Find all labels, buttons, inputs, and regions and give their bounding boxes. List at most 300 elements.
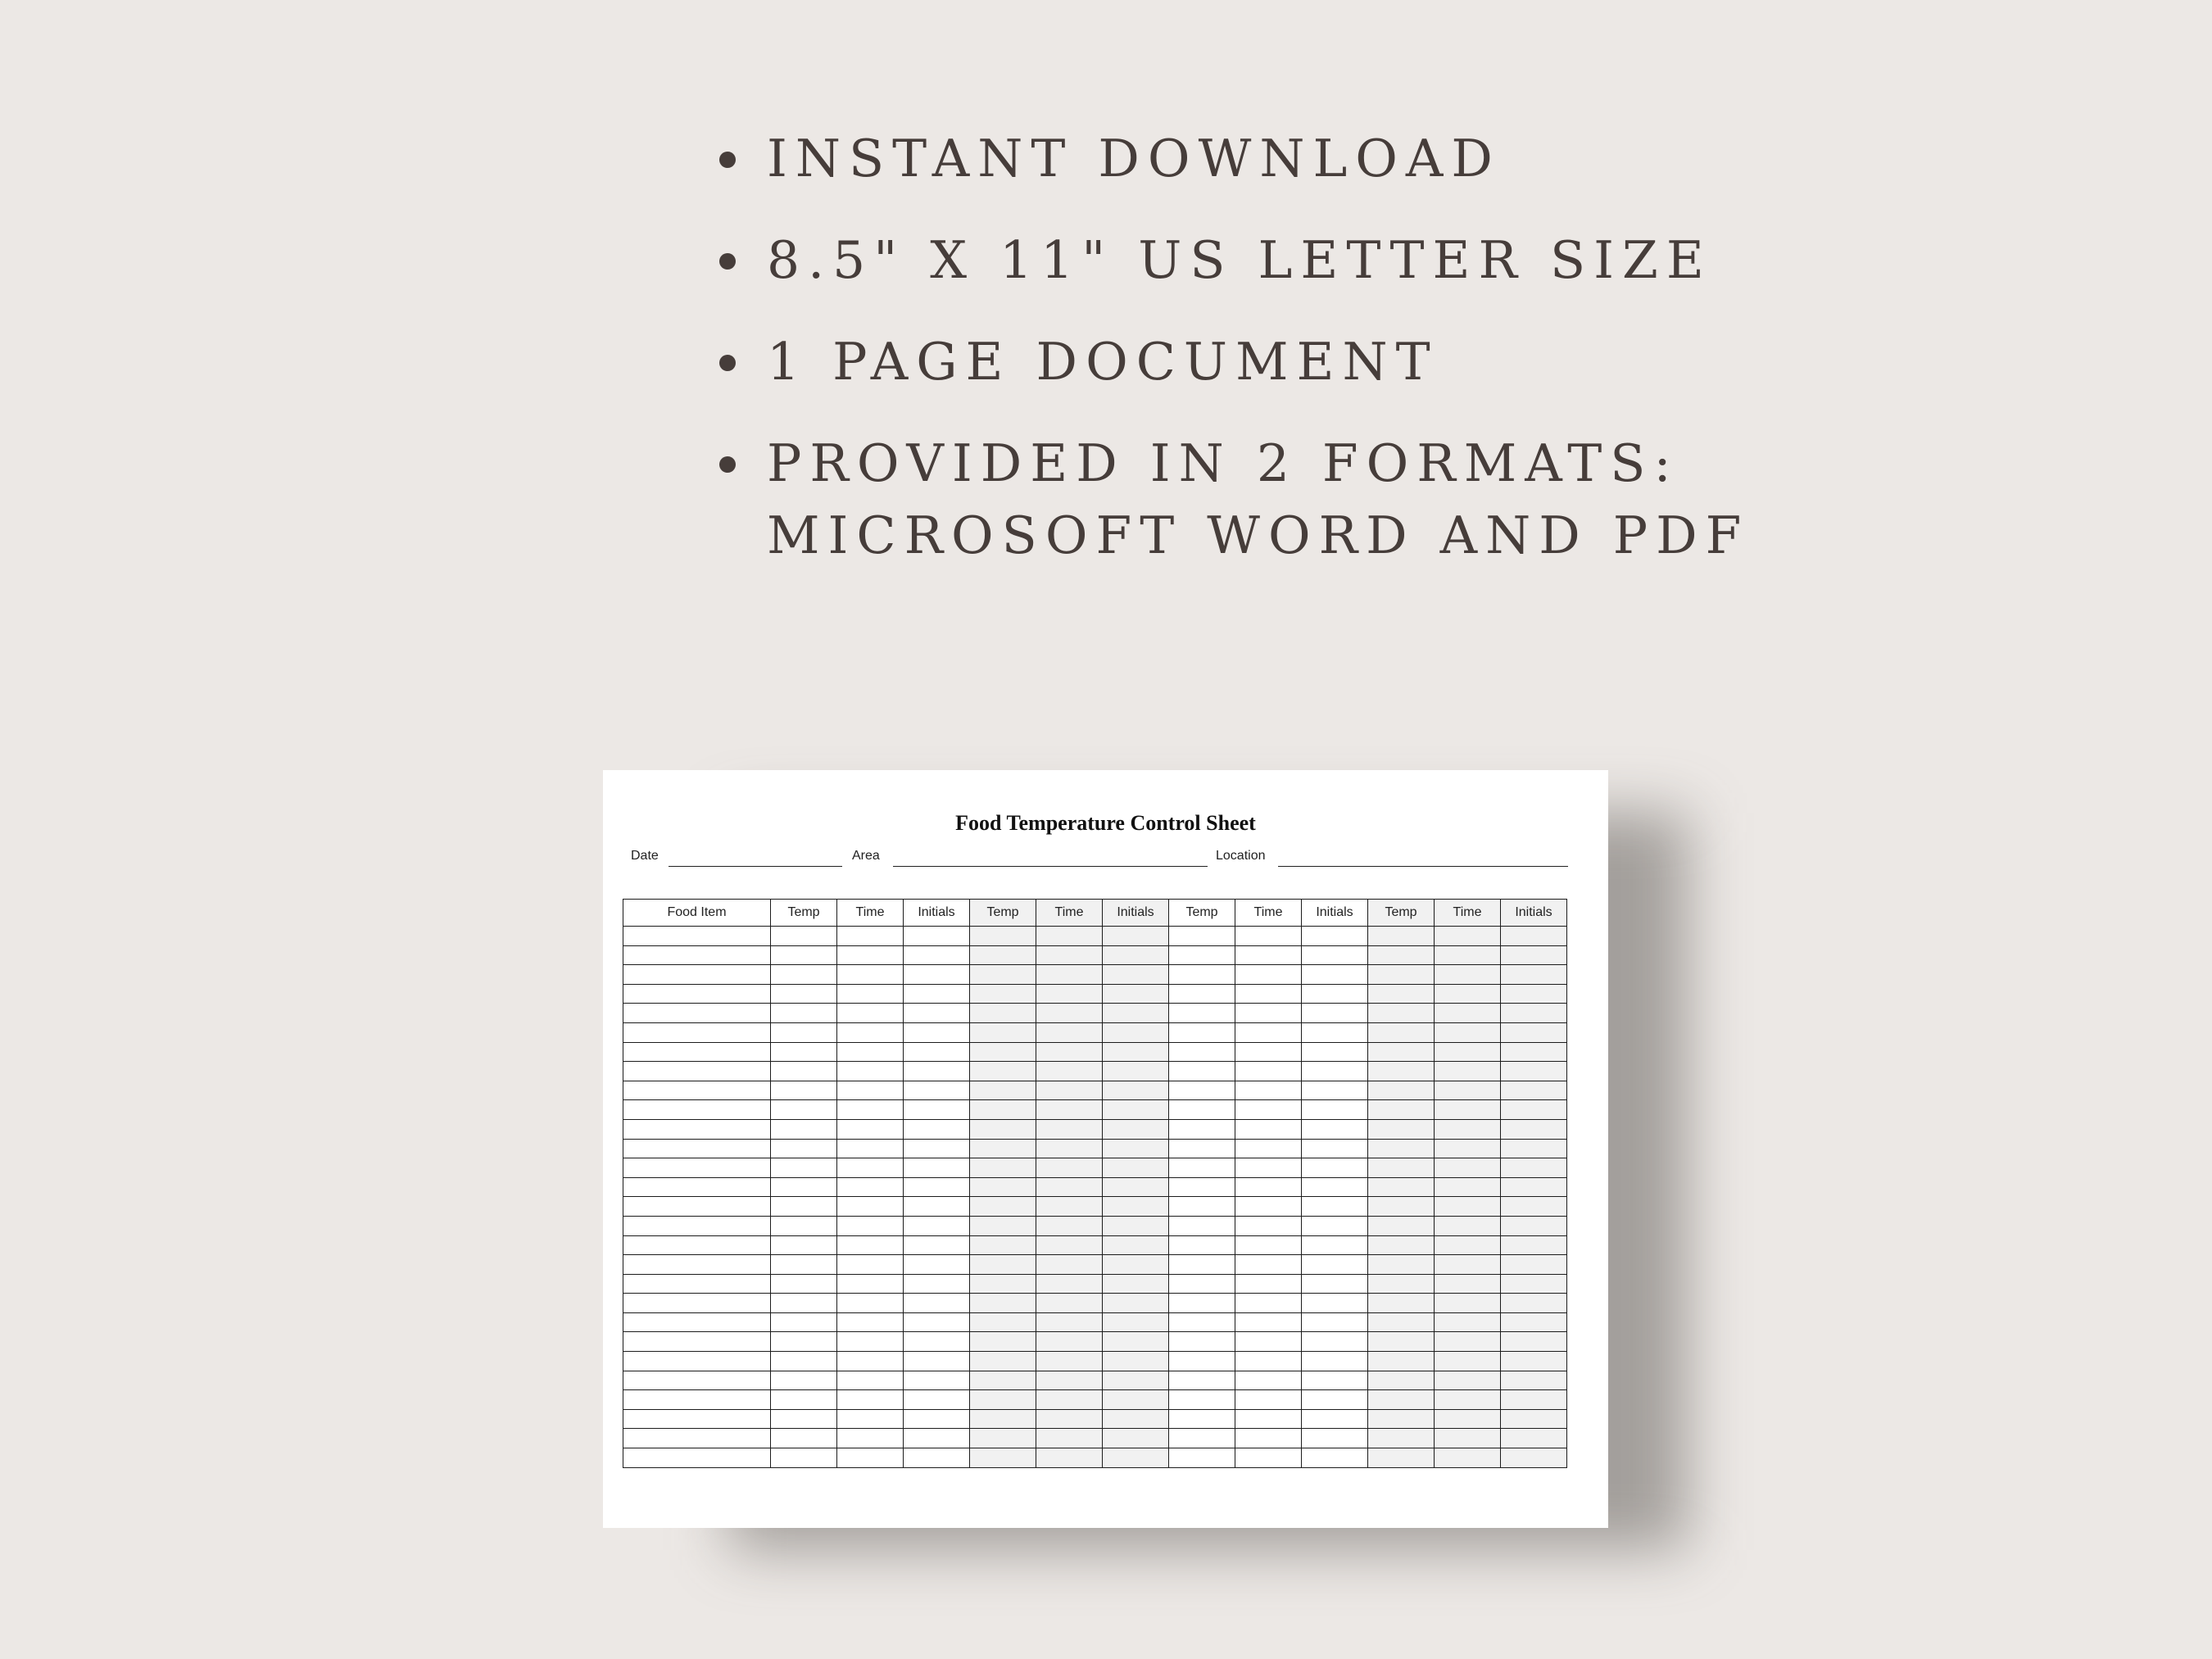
table-cell: [1302, 927, 1368, 946]
bullet-icon: [719, 152, 736, 168]
table-cell: [1368, 1158, 1435, 1178]
table-cell: [970, 984, 1036, 1004]
table-cell: [904, 965, 970, 985]
table-cell: [1169, 1352, 1235, 1371]
table-cell: [1036, 1390, 1103, 1410]
table-cell: [771, 1448, 837, 1468]
table-cell: [1235, 1139, 1302, 1158]
table-cell: [1368, 1100, 1435, 1120]
table-cell: [1435, 965, 1501, 985]
column-header: Initials: [1501, 900, 1567, 927]
table-cell: [623, 1197, 771, 1217]
table-cell: [1501, 1100, 1567, 1120]
table-cell: [904, 1255, 970, 1275]
table-cell: [1103, 1100, 1169, 1120]
table-cell: [837, 1197, 904, 1217]
table-cell: [1501, 1197, 1567, 1217]
table-cell: [970, 1371, 1036, 1390]
table-cell: [1501, 1409, 1567, 1429]
table-cell: [1368, 1448, 1435, 1468]
table-cell: [1103, 1004, 1169, 1023]
table-cell: [904, 945, 970, 965]
table-cell: [1036, 1022, 1103, 1042]
table-cell: [1368, 965, 1435, 985]
table-row: [623, 1448, 1567, 1468]
table-cell: [771, 1197, 837, 1217]
table-cell: [1036, 1197, 1103, 1217]
table-cell: [1169, 1448, 1235, 1468]
table-cell: [1435, 1004, 1501, 1023]
table-cell: [904, 1409, 970, 1429]
table-cell: [771, 1081, 837, 1100]
table-cell: [1435, 1158, 1501, 1178]
table-cell: [837, 1062, 904, 1081]
table-cell: [1169, 1119, 1235, 1139]
table-cell: [1235, 1042, 1302, 1062]
table-cell: [1036, 1004, 1103, 1023]
table-cell: [970, 1081, 1036, 1100]
table-cell: [1368, 1409, 1435, 1429]
table-cell: [1036, 927, 1103, 946]
table-cell: [1103, 1158, 1169, 1178]
table-cell: [1036, 1042, 1103, 1062]
table-cell: [970, 1062, 1036, 1081]
table-cell: [1435, 1100, 1501, 1120]
column-header: Initials: [1103, 900, 1169, 927]
table-cell: [771, 1177, 837, 1197]
table-cell: [1235, 1371, 1302, 1390]
table-cell: [1501, 1294, 1567, 1313]
table-cell: [1169, 1216, 1235, 1235]
table-cell: [1103, 1062, 1169, 1081]
table-cell: [1435, 1409, 1501, 1429]
table-cell: [837, 984, 904, 1004]
table-cell: [1036, 1409, 1103, 1429]
table-row: [623, 1255, 1567, 1275]
table-cell: [1302, 1022, 1368, 1042]
table-cell: [1435, 1429, 1501, 1448]
table-cell: [1501, 1429, 1567, 1448]
table-cell: [837, 945, 904, 965]
table-cell: [1235, 1004, 1302, 1023]
feature-list: [719, 123, 1866, 601]
table-cell: [1235, 1235, 1302, 1255]
location-field-line: [1278, 866, 1568, 867]
table-cell: [1501, 1216, 1567, 1235]
table-cell: [1169, 1022, 1235, 1042]
table-cell: [1103, 1371, 1169, 1390]
table-cell: [970, 1274, 1036, 1294]
table-cell: [1368, 945, 1435, 965]
table-cell: [623, 1062, 771, 1081]
table-cell: [1169, 1004, 1235, 1023]
table-cell: [1036, 1255, 1103, 1275]
table-cell: [1036, 1100, 1103, 1120]
table-row: [623, 984, 1567, 1004]
table-cell: [771, 1255, 837, 1275]
table-cell: [837, 1004, 904, 1023]
table-cell: [1435, 1255, 1501, 1275]
table-cell: [1235, 1409, 1302, 1429]
table-cell: [1036, 984, 1103, 1004]
feature-text: 1 PAGE DOCUMENT: [767, 332, 1439, 392]
table-cell: [904, 1177, 970, 1197]
table-cell: [1368, 1197, 1435, 1217]
table-cell: [623, 1352, 771, 1371]
table-cell: [970, 1429, 1036, 1448]
table-cell: [771, 1409, 837, 1429]
table-cell: [1435, 1177, 1501, 1197]
date-label: Date: [631, 849, 659, 863]
column-header: Time: [1235, 900, 1302, 927]
table-cell: [904, 1390, 970, 1410]
table-cell: [1368, 1022, 1435, 1042]
table-cell: [1302, 1177, 1368, 1197]
table-cell: [970, 1409, 1036, 1429]
table-cell: [1435, 1332, 1501, 1352]
table-cell: [1103, 1197, 1169, 1217]
bullet-icon: [719, 253, 736, 270]
table-cell: [1235, 1197, 1302, 1217]
table-cell: [1368, 1371, 1435, 1390]
area-field-line: [893, 866, 1208, 867]
table-cell: [837, 1274, 904, 1294]
table-cell: [1103, 1429, 1169, 1448]
table-cell: [970, 1332, 1036, 1352]
table-cell: [771, 1235, 837, 1255]
table-cell: [1103, 1235, 1169, 1255]
table-cell: [1169, 1332, 1235, 1352]
table-cell: [837, 965, 904, 985]
table-cell: [904, 1022, 970, 1042]
table-cell: [1036, 1216, 1103, 1235]
table-cell: [1302, 1100, 1368, 1120]
table-cell: [970, 1235, 1036, 1255]
table-cell: [1235, 1062, 1302, 1081]
table-cell: [771, 1390, 837, 1410]
table-cell: [1103, 1119, 1169, 1139]
column-header: Temp: [1169, 900, 1235, 927]
table-cell: [1302, 965, 1368, 985]
table-cell: [1235, 1022, 1302, 1042]
table-cell: [1435, 1448, 1501, 1468]
table-cell: [837, 1235, 904, 1255]
table-cell: [623, 1119, 771, 1139]
column-header: Initials: [1302, 900, 1368, 927]
table-cell: [771, 1158, 837, 1178]
table-cell: [1036, 1158, 1103, 1178]
table-row: [623, 1062, 1567, 1081]
table-cell: [623, 1390, 771, 1410]
table-cell: [1103, 984, 1169, 1004]
table-cell: [1235, 1294, 1302, 1313]
table-row: [623, 1429, 1567, 1448]
table-cell: [1368, 1235, 1435, 1255]
table-row: [623, 1332, 1567, 1352]
table-cell: [1501, 1177, 1567, 1197]
table-cell: [1368, 1312, 1435, 1332]
column-header: Time: [837, 900, 904, 927]
column-header: Food Item: [623, 900, 771, 927]
table-cell: [904, 1312, 970, 1332]
table-cell: [970, 1042, 1036, 1062]
table-cell: [1302, 1235, 1368, 1255]
table-cell: [1036, 1235, 1103, 1255]
table-cell: [771, 1004, 837, 1023]
table-cell: [970, 1352, 1036, 1371]
table-cell: [904, 1448, 970, 1468]
table-row: [623, 1216, 1567, 1235]
table-cell: [837, 1177, 904, 1197]
table-cell: [1103, 1139, 1169, 1158]
table-cell: [904, 1197, 970, 1217]
table-cell: [771, 945, 837, 965]
table-cell: [1435, 1197, 1501, 1217]
table-cell: [1501, 1158, 1567, 1178]
table-cell: [1235, 1352, 1302, 1371]
table-cell: [1501, 1022, 1567, 1042]
table-cell: [623, 1100, 771, 1120]
feature-text: PROVIDED IN 2 FORMATS: MICROSOFT WORD AND PDF: [767, 433, 1750, 565]
table-cell: [623, 1409, 771, 1429]
table-cell: [1302, 1332, 1368, 1352]
table-cell: [771, 1042, 837, 1062]
table-cell: [1103, 1448, 1169, 1468]
table-cell: [623, 1274, 771, 1294]
table-cell: [1368, 1332, 1435, 1352]
table-cell: [1103, 1081, 1169, 1100]
table-cell: [771, 1352, 837, 1371]
table-cell: [1302, 1158, 1368, 1178]
table-cell: [623, 965, 771, 985]
table-cell: [1169, 1081, 1235, 1100]
table-row: [623, 1409, 1567, 1429]
table-row: [623, 1371, 1567, 1390]
table-cell: [1435, 1294, 1501, 1313]
table-cell: [970, 1100, 1036, 1120]
sheet-title: Food Temperature Control Sheet: [955, 811, 1256, 835]
table-cell: [623, 1216, 771, 1235]
table-cell: [837, 1100, 904, 1120]
feature-text: 8.5" X 11" US LETTER SIZE: [767, 230, 1712, 290]
table-cell: [1103, 1312, 1169, 1332]
table-cell: [1036, 1312, 1103, 1332]
table-cell: [1235, 1448, 1302, 1468]
table-cell: [1302, 1062, 1368, 1081]
table-cell: [771, 1216, 837, 1235]
table-cell: [1435, 945, 1501, 965]
table-cell: [1169, 1371, 1235, 1390]
table-cell: [623, 1022, 771, 1042]
table-cell: [970, 1004, 1036, 1023]
sheet-fields: [631, 849, 1581, 873]
feature-item-formats: [719, 428, 1866, 572]
table-row: [623, 1004, 1567, 1023]
table-cell: [837, 1081, 904, 1100]
table-cell: [623, 1294, 771, 1313]
column-header: Temp: [970, 900, 1036, 927]
table-cell: [837, 1294, 904, 1313]
feature-item-letter-size: [719, 224, 1866, 297]
table-cell: [904, 1352, 970, 1371]
table-cell: [1501, 965, 1567, 985]
table-row: [623, 1312, 1567, 1332]
table-header-row: [623, 900, 1567, 927]
table-cell: [1036, 1294, 1103, 1313]
table-row: [623, 927, 1567, 946]
table-cell: [904, 1371, 970, 1390]
table-cell: [1235, 1332, 1302, 1352]
table-cell: [623, 1042, 771, 1062]
table-cell: [1235, 1216, 1302, 1235]
table-cell: [1302, 1119, 1368, 1139]
column-header: Temp: [1368, 900, 1435, 927]
table-cell: [1235, 1158, 1302, 1178]
table-cell: [623, 1004, 771, 1023]
table-cell: [1368, 927, 1435, 946]
table-cell: [771, 1119, 837, 1139]
table-cell: [1036, 1429, 1103, 1448]
location-label: Location: [1216, 849, 1266, 863]
table-cell: [1103, 1022, 1169, 1042]
table-cell: [904, 1081, 970, 1100]
table-cell: [1103, 927, 1169, 946]
table-cell: [1103, 1294, 1169, 1313]
date-field-line: [669, 866, 842, 867]
document-preview: [603, 770, 1608, 1528]
table-cell: [1036, 1081, 1103, 1100]
table-cell: [837, 1042, 904, 1062]
table-cell: [1501, 1235, 1567, 1255]
table-cell: [1302, 1042, 1368, 1062]
table-cell: [1235, 984, 1302, 1004]
table-cell: [623, 1371, 771, 1390]
table-cell: [1501, 1371, 1567, 1390]
table-cell: [837, 1158, 904, 1178]
table-cell: [1103, 1042, 1169, 1062]
table-row: [623, 1042, 1567, 1062]
table-cell: [1302, 1216, 1368, 1235]
table-cell: [771, 1022, 837, 1042]
table-cell: [1302, 1294, 1368, 1313]
table-cell: [1302, 1390, 1368, 1410]
table-cell: [1103, 1409, 1169, 1429]
bullet-icon: [719, 355, 736, 371]
table-cell: [837, 1448, 904, 1468]
table-row: [623, 1352, 1567, 1371]
table-cell: [1235, 927, 1302, 946]
table-cell: [1036, 965, 1103, 985]
table-cell: [623, 1081, 771, 1100]
table-cell: [1103, 1216, 1169, 1235]
table-cell: [771, 1274, 837, 1294]
table-cell: [623, 1235, 771, 1255]
table-cell: [1501, 945, 1567, 965]
table-cell: [1368, 1352, 1435, 1371]
table-cell: [1103, 1390, 1169, 1410]
table-row: [623, 1081, 1567, 1100]
table-cell: [970, 1255, 1036, 1275]
table-cell: [1235, 1255, 1302, 1275]
table-cell: [1435, 1235, 1501, 1255]
table-cell: [1435, 1042, 1501, 1062]
table-cell: [1169, 965, 1235, 985]
temperature-log-table: [623, 899, 1567, 1468]
table-cell: [1036, 1274, 1103, 1294]
table-row: [623, 1177, 1567, 1197]
table-cell: [837, 1352, 904, 1371]
table-cell: [623, 945, 771, 965]
table-row: [623, 1235, 1567, 1255]
table-cell: [1302, 1081, 1368, 1100]
table-cell: [1302, 1352, 1368, 1371]
table-cell: [970, 965, 1036, 985]
table-cell: [1435, 1139, 1501, 1158]
table-cell: [904, 927, 970, 946]
table-cell: [837, 1119, 904, 1139]
table-cell: [970, 1448, 1036, 1468]
table-cell: [1368, 1004, 1435, 1023]
table-cell: [623, 1332, 771, 1352]
area-label: Area: [852, 849, 880, 863]
table-cell: [970, 1197, 1036, 1217]
table-row: [623, 1274, 1567, 1294]
table-cell: [970, 927, 1036, 946]
table-cell: [1235, 945, 1302, 965]
table-cell: [1368, 1119, 1435, 1139]
table-cell: [1169, 927, 1235, 946]
table-cell: [1435, 1274, 1501, 1294]
table-cell: [1169, 1042, 1235, 1062]
table-cell: [1501, 1081, 1567, 1100]
table-cell: [904, 1100, 970, 1120]
table-cell: [1435, 1216, 1501, 1235]
table-cell: [1435, 1312, 1501, 1332]
table-cell: [1103, 1177, 1169, 1197]
table-cell: [837, 1429, 904, 1448]
table-cell: [1169, 1429, 1235, 1448]
table-cell: [1368, 1274, 1435, 1294]
table-cell: [904, 1139, 970, 1158]
feature-item-page-count: [719, 326, 1866, 398]
table-cell: [1435, 1062, 1501, 1081]
table-cell: [1169, 1062, 1235, 1081]
table-cell: [1302, 1371, 1368, 1390]
table-cell: [1501, 1255, 1567, 1275]
table-cell: [1036, 1448, 1103, 1468]
table-cell: [771, 1312, 837, 1332]
table-cell: [904, 1004, 970, 1023]
table-cell: [1036, 1352, 1103, 1371]
table-cell: [1302, 1448, 1368, 1468]
table-cell: [837, 1216, 904, 1235]
table-cell: [1235, 1100, 1302, 1120]
table-cell: [837, 1371, 904, 1390]
feature-text: INSTANT DOWNLOAD: [767, 129, 1501, 188]
feature-item-instant-download: [719, 123, 1866, 195]
table-cell: [1302, 1004, 1368, 1023]
table-cell: [904, 1274, 970, 1294]
table-cell: [1235, 965, 1302, 985]
table-cell: [1302, 945, 1368, 965]
table-cell: [1368, 1429, 1435, 1448]
table-cell: [1501, 1312, 1567, 1332]
table-cell: [970, 1139, 1036, 1158]
table-cell: [771, 1139, 837, 1158]
table-cell: [970, 1312, 1036, 1332]
table-cell: [837, 1409, 904, 1429]
table-row: [623, 1294, 1567, 1313]
